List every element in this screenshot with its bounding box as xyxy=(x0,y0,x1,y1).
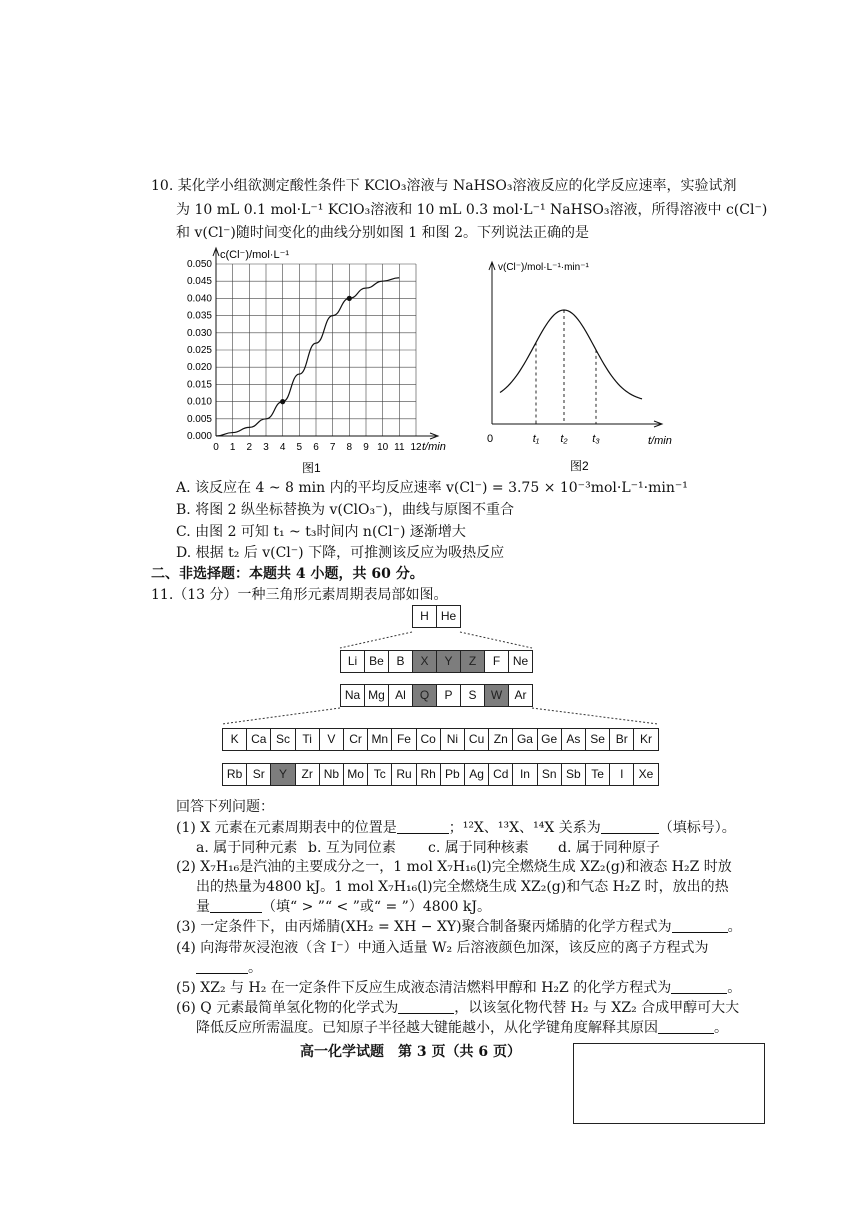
element-cell-kr: Kr xyxy=(633,728,658,751)
element-cell-f: F xyxy=(484,650,509,673)
x-tick-label: 0 xyxy=(486,433,494,445)
element-cell-co: Co xyxy=(416,728,441,751)
element-cell-ne: Ne xyxy=(508,650,533,673)
element-cell-li: Li xyxy=(340,650,365,673)
element-cell-cd: Cd xyxy=(488,763,513,786)
y-tick-label: 0.005 xyxy=(186,413,212,425)
answer-blank-3[interactable] xyxy=(672,918,728,933)
y-tick-label: 0.050 xyxy=(186,259,212,270)
element-cell-xe: Xe xyxy=(633,763,658,786)
x-tick-label: t₃ xyxy=(592,433,600,445)
element-cell-ni: Ni xyxy=(440,728,465,751)
q11-part5: (5) XZ₂ 与 H₂ 在一定条件下反应生成液态清洁燃料甲醇和 H₂Z 的化学方程式为 。 xyxy=(176,980,742,996)
element-cell-cu: Cu xyxy=(464,728,489,751)
q11-intro: 11.（13 分）一种三角形元素周期表局部如图。 xyxy=(151,587,448,603)
q11-prompt: 回答下列问题： xyxy=(176,799,274,815)
element-cell-cr: Cr xyxy=(343,728,368,751)
element-cell-br: Br xyxy=(609,728,634,751)
figure-1-xlabel: t/min xyxy=(422,441,446,453)
q11-part2-text-a: 量 xyxy=(196,899,210,915)
answer-blank-1b[interactable] xyxy=(601,819,659,834)
x-tick-label: 12 xyxy=(410,442,422,453)
element-cell-he: He xyxy=(436,605,461,628)
element-cell-i: I xyxy=(609,763,634,786)
x-tick-label: 1 xyxy=(229,442,236,453)
data-point xyxy=(280,399,285,404)
y-tick-label: 0.025 xyxy=(186,345,212,356)
figure-2-ylabel: v(Cl⁻)/mol·L⁻¹·min⁻¹ xyxy=(498,262,589,273)
option-b: b. 互为同位素 xyxy=(308,840,396,856)
x-tick-label: 3 xyxy=(263,442,269,453)
element-cell-tc: Tc xyxy=(367,763,392,786)
data-point xyxy=(347,296,352,301)
element-cell-v: V xyxy=(319,728,344,751)
q11-part4: (4) 向海带灰浸泡液（含 I⁻）中通入适量 W₂ 后溶液颜色加深，该反应的离子方程式为 xyxy=(176,940,709,956)
page-footer: 高一化学试题 第 3 页（共 6 页） xyxy=(300,1044,521,1060)
q10-stem-line3: 和 v(Cl⁻)随时间变化的曲线分别如图 1 和图 2。下列说法正确的是 xyxy=(176,225,590,241)
q10-option-c: C. 由图 2 可知 t₁ ~ t₃时间内 n(Cl⁻) 逐渐增大 xyxy=(176,524,466,540)
element-cell-na: Na xyxy=(340,684,365,707)
q11-part6-text-a: (6) Q 元素最简单氢化物的化学式为 xyxy=(176,1000,399,1016)
q11-part6-text-c: 降低反应所需温度。已知原子半径越大键能越小，从化学键角度解释其原因 xyxy=(196,1020,658,1036)
q11-part1-text-a: (1) X 元素在元素周期表中的位置是 xyxy=(176,820,397,836)
y-tick-label: 0.030 xyxy=(186,327,212,339)
section-2-heading: 二、非选择题：本题共 4 小题，共 60 分。 xyxy=(151,566,424,582)
y-tick-label: 0.015 xyxy=(186,379,212,391)
element-cell-p: P xyxy=(436,684,461,707)
element-cell-h: H xyxy=(412,605,437,628)
element-cell-nb: Nb xyxy=(319,763,344,786)
q10-stem-line1: 10. 某化学小组欲测定酸性条件下 KClO₃溶液与 NaHSO₃溶液反应的化学反应速率，实验试剂 xyxy=(151,178,737,194)
q11-part2-line3 xyxy=(196,897,491,917)
element-cell-w: W xyxy=(484,684,509,707)
element-cell-ca: Ca xyxy=(246,728,271,751)
q10-stem-line2: 为 10 mL 0.1 mol·L⁻¹ KClO₃溶液和 10 mL 0.3 mol·L⁻¹ NaHSO₃溶液，所得溶液中 c(Cl⁻) xyxy=(176,202,768,218)
score-box xyxy=(573,1043,765,1124)
q10-option-b: B. 将图 2 纵坐标替换为 v(ClO₃⁻)，曲线与原图不重合 xyxy=(176,502,514,518)
option-d: d. 属于同种原子 xyxy=(558,840,660,856)
element-cell-s: S xyxy=(460,684,485,707)
x-tick-label: 9 xyxy=(363,442,369,453)
x-tick-label: 4 xyxy=(279,442,286,453)
element-cell-as: As xyxy=(561,728,586,751)
element-cell-zn: Zn xyxy=(488,728,513,751)
figure-1-ylabel: c(Cl⁻)/mol·L⁻¹ xyxy=(220,249,290,261)
concentration-curve xyxy=(216,278,399,436)
x-tick-label: t₁ xyxy=(532,433,540,445)
q11-part6-line2: 降低反应所需温度。已知原子半径越大键能越小，从化学键角度解释其原因 。 xyxy=(196,1020,728,1036)
q11-part5-text: (5) XZ₂ 与 H₂ 在一定条件下反应生成液态清洁燃料甲醇和 H₂Z 的化学方程式为 xyxy=(176,980,672,996)
element-cell-sn: Sn xyxy=(537,763,562,786)
y-tick-label: 0.000 xyxy=(186,431,212,442)
x-tick-label: 7 xyxy=(329,442,336,453)
element-cell-zr: Zr xyxy=(295,763,320,786)
element-cell-pb: Pb xyxy=(440,763,465,786)
x-tick-label: 10 xyxy=(377,442,389,453)
y-tick-label: 0.020 xyxy=(186,362,212,374)
answer-blank-4[interactable] xyxy=(196,959,248,974)
y-tick-label: 0.035 xyxy=(186,310,212,322)
element-cell-in: In xyxy=(512,763,537,786)
element-cell-al: Al xyxy=(388,684,413,707)
q11-part2-line1: (2) X₇H₁₆是汽油的主要成分之一，1 mol X₇H₁₆(l)完全燃烧生成 XZ₂(g)和液态 H₂Z 时放 xyxy=(176,859,732,875)
element-cell-ge: Ge xyxy=(537,728,562,751)
x-tick-label: 8 xyxy=(346,442,353,453)
q10-option-a: A. 该反应在 4 ~ 8 min 内的平均反应速率 v(Cl⁻) = 3.75 × 10⁻³mol·L⁻¹·min⁻¹ xyxy=(176,480,688,496)
element-cell-q: Q xyxy=(412,684,437,707)
element-cell-sr: Sr xyxy=(246,763,271,786)
figure-1-caption: 图1 xyxy=(302,461,321,475)
element-cell-mn: Mn xyxy=(367,728,392,751)
q11-part6-text-b: ，以该氢化物代替 H₂ 与 XZ₂ 合成甲醇可大大 xyxy=(454,1000,740,1016)
element-cell-ga: Ga xyxy=(512,728,537,751)
answer-blank-6b[interactable] xyxy=(658,1019,714,1034)
q10-option-d: D. 根据 t₂ 后 v(Cl⁻) 下降，可推测该反应为吸热反应 xyxy=(176,545,505,561)
y-tick-label: 0.045 xyxy=(186,276,212,288)
answer-blank-5[interactable] xyxy=(671,979,727,994)
element-cell-rb: Rb xyxy=(222,763,247,786)
figure-2-chart xyxy=(478,248,688,476)
option-a: a. 属于同种元素 xyxy=(196,840,298,856)
answer-blank-6a[interactable] xyxy=(398,999,454,1014)
answer-blank-2[interactable] xyxy=(210,898,262,913)
element-cell-mo: Mo xyxy=(343,763,368,786)
y-tick-label: 0.010 xyxy=(186,396,212,408)
q11-part1-options xyxy=(196,838,660,858)
element-cell-x: X xyxy=(412,650,437,673)
y-tick-label: 0.040 xyxy=(186,293,212,305)
element-cell-ru: Ru xyxy=(391,763,416,786)
element-cell-rh: Rh xyxy=(416,763,441,786)
element-cell-ar: Ar xyxy=(508,684,533,707)
q11-part6-line1 xyxy=(176,998,739,1018)
element-cell-sb: Sb xyxy=(561,763,586,786)
element-cell-te: Te xyxy=(585,763,610,786)
q11-part2-line2: 出的热量为4800 kJ。1 mol X₇H₁₆(l)完全燃烧生成 XZ₂(g)和气态 H₂Z 时，放出的热 xyxy=(196,879,729,895)
q11-part3: (3) 一定条件下，由丙烯腈(XH₂ = XH − XY)聚合制备聚丙烯腈的化学方程式为 。 xyxy=(176,919,742,935)
element-cell-ti: Ti xyxy=(295,728,320,751)
element-cell-mg: Mg xyxy=(364,684,389,707)
x-tick-label: 6 xyxy=(313,442,319,453)
element-cell-k: K xyxy=(222,728,247,751)
figure-2-xlabel: t/min xyxy=(648,435,672,447)
element-cell-be: Be xyxy=(364,650,389,673)
element-cell-y: Y xyxy=(436,650,461,673)
option-c: c. 属于同种核素 xyxy=(428,840,529,856)
x-tick-label: 11 xyxy=(394,442,405,453)
element-cell-y: Y xyxy=(270,763,295,786)
q11-part4-answer: 。 xyxy=(196,958,262,978)
x-tick-label: 5 xyxy=(296,442,303,453)
q11-part1-text-c: （填标号）。 xyxy=(658,820,736,836)
element-cell-se: Se xyxy=(585,728,610,751)
q11-part3-text: (3) 一定条件下，由丙烯腈(XH₂ = XH − XY)聚合制备聚丙烯腈的化学方程式为 xyxy=(176,919,672,935)
element-cell-fe: Fe xyxy=(391,728,416,751)
figure-2-caption: 图2 xyxy=(570,459,589,473)
x-tick-label: t₂ xyxy=(560,433,568,445)
x-tick-label: 0 xyxy=(213,442,219,453)
answer-blank-1a[interactable] xyxy=(397,819,449,834)
element-cell-b: B xyxy=(388,650,413,673)
element-cell-z: Z xyxy=(460,650,485,673)
element-cell-sc: Sc xyxy=(270,728,295,751)
q11-part1 xyxy=(176,818,736,838)
x-tick-label: 2 xyxy=(246,442,253,453)
rate-curve xyxy=(500,310,642,399)
q11-part2-text-b: （填“ > ”“ < ”或“ = ”）4800 kJ。 xyxy=(262,899,492,915)
element-cell-ag: Ag xyxy=(464,763,489,786)
figure-1-chart xyxy=(176,240,446,478)
q11-part1-text-b: ；¹²X、¹³X、¹⁴X 关系为 xyxy=(448,820,601,836)
